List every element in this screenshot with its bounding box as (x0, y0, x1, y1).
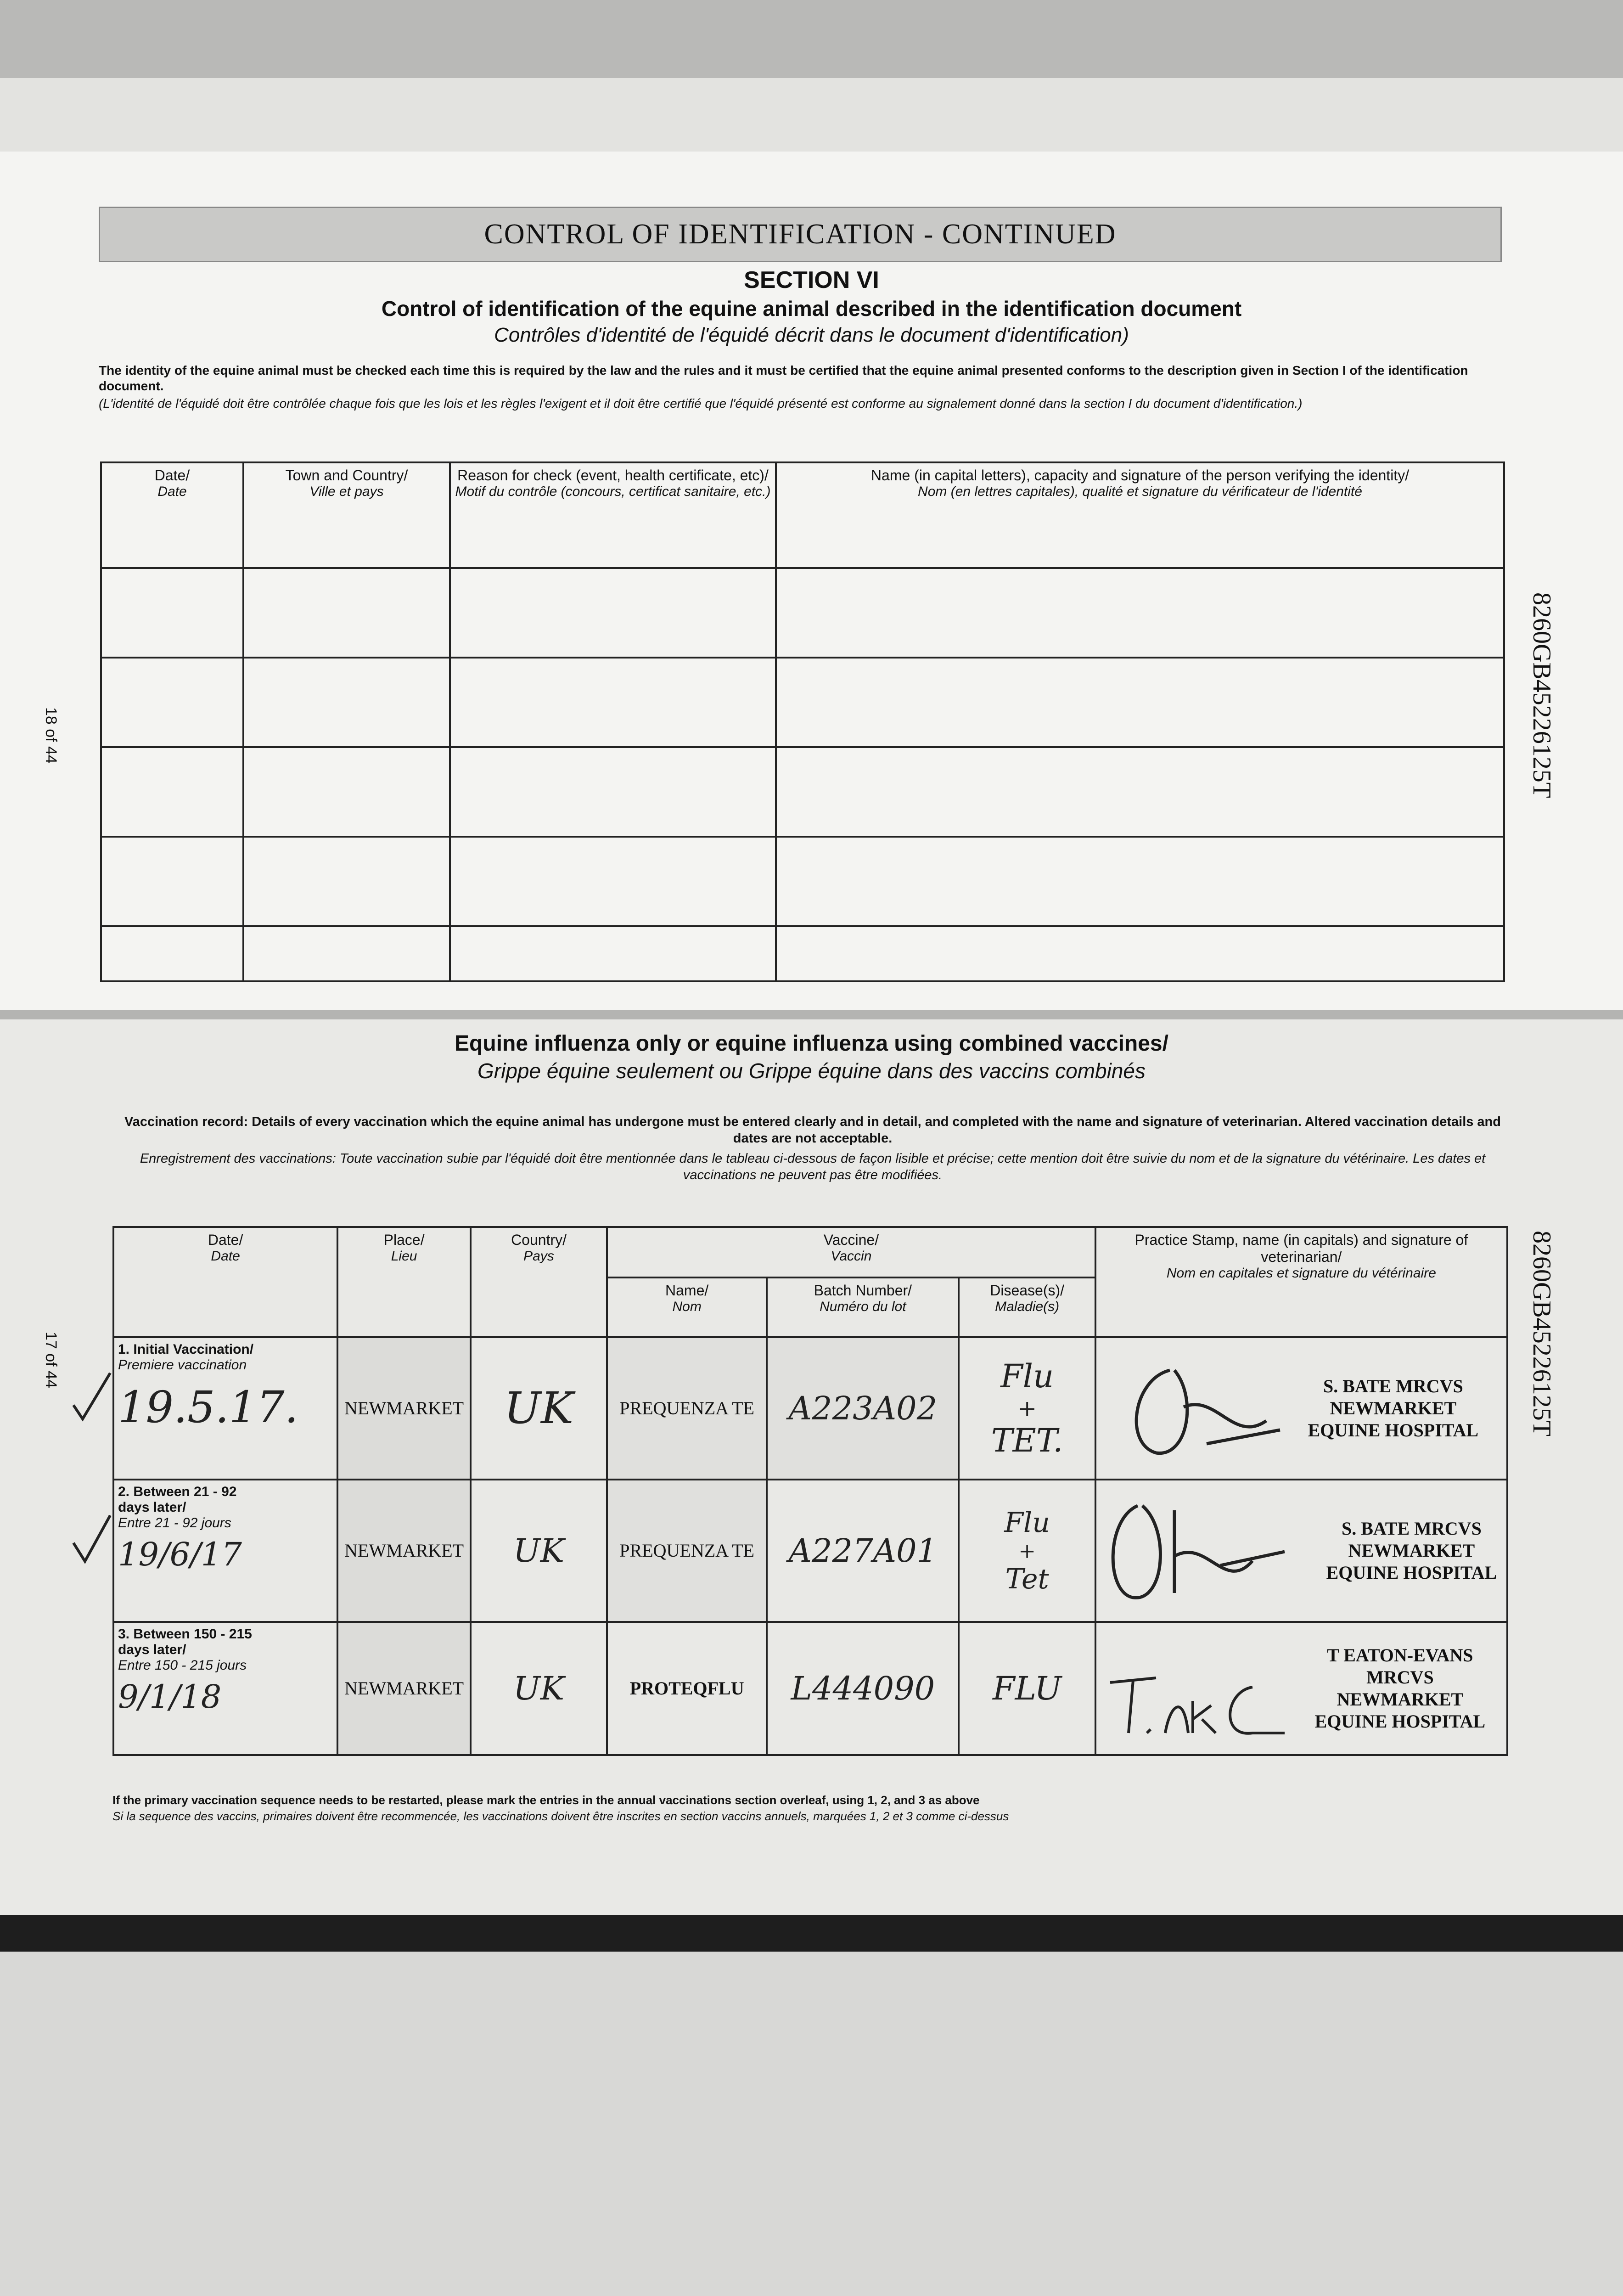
footnote-fr: Si la sequence des vaccins, primaires doivent être recommencée, les vaccinations doivent être inscrites en section vaccins annuels, marquées 1, 2 et 3 comme ci-dessus (112, 1809, 1009, 1823)
document-id-upper: 8260GB45226125T (1528, 592, 1556, 798)
vacc-date-cell: 2. Between 21 - 92 days later/ Entre 21 - 92 jours 19/6/17 (113, 1480, 337, 1622)
vaccination-date: 9/1/18 (118, 1678, 222, 1716)
document-id-lower: 8260GB45226125T (1528, 1231, 1556, 1436)
vaccine-name-cell: PREQUENZA TE (607, 1480, 767, 1622)
check-row (101, 658, 1504, 747)
page-separator (0, 1010, 1623, 1019)
col-vaccine-name-header: Name/ Nom (607, 1277, 767, 1337)
batch-number-cell: A223A02 (767, 1337, 959, 1480)
col-batch-header: Batch Number/ Numéro du lot (767, 1277, 959, 1337)
scan-top-band-light (0, 78, 1623, 152)
vaccine-name-cell: PROTEQFLU (607, 1622, 767, 1755)
country-cell: UK (471, 1337, 607, 1480)
vet-stamp: S. BATE MRCVS NEWMARKET EQUINE HOSPITAL (1326, 1518, 1497, 1583)
col-vacc-date-header: Date/ Date (113, 1227, 337, 1337)
vet-stamp-cell (1095, 1480, 1507, 1622)
place-cell: NEWMARKET (337, 1337, 471, 1480)
vet-signature (1101, 1492, 1294, 1611)
section-instruction-fr: (L'identité de l'équidé doit être contrôlée chaque fois que les lois et les règles l'exigent et il doit être certifié que l'équidé présenté est conforme au signalement donné dans la section I du document d'identification.) (99, 396, 1303, 411)
vacc-date-cell: 3. Between 150 - 215 days later/ Entre 150 - 215 jours 9/1/18 (113, 1622, 337, 1755)
vaccination-date: 19.5.17. (118, 1382, 298, 1433)
col-vaccine-header: Vaccine/ Vaccin (607, 1227, 1095, 1277)
vaccination-title-fr: Grippe équine seulement ou Grippe équine dans des vaccins combinés (477, 1059, 1146, 1083)
col-place-header: Place/ Lieu (337, 1227, 471, 1337)
place-cell: NEWMARKET (337, 1622, 471, 1755)
country-cell: UK (471, 1622, 607, 1755)
vet-signature (1115, 1352, 1289, 1467)
col-disease-header: Disease(s)/ Maladie(s) (959, 1277, 1095, 1337)
vaccination-row-3 (113, 1622, 1507, 1755)
section-number: SECTION VI (744, 267, 879, 293)
col-name-header: Name (in capital letters), capacity and signature of the person verifying the identity/ Nom (en lettres capitales), qualité et signature du vérificateur de l'identité (776, 462, 1504, 568)
disease-cell: Flu + Tet (959, 1480, 1095, 1622)
disease-cell: Flu + TET. (959, 1337, 1095, 1480)
banner-title: CONTROL OF IDENTIFICATION - CONTINUED (99, 207, 1502, 262)
vaccination-header-row (113, 1227, 1507, 1277)
scan-bottom-band (0, 1952, 1623, 2296)
vaccination-row-1 (113, 1337, 1507, 1480)
vaccination-record-fr: Enregistrement des vaccinations: Toute vaccination subie par l'équidé doit être mentionnée dans le tableau ci-dessous de façon lisible et précise; cette mention doit être suivie du nom et de la signature du vétérinaire. Les dates et vaccinations ne peuvent pas être modifiées. (140, 1151, 1486, 1182)
country-cell: UK (471, 1480, 607, 1622)
col-country-header: Country/ Pays (471, 1227, 607, 1337)
page-number-upper: 18 of 44 (42, 707, 60, 764)
vaccination-row-2 (113, 1480, 1507, 1622)
vet-stamp-cell (1095, 1337, 1507, 1480)
vet-stamp-cell (1095, 1622, 1507, 1755)
section-instruction-en: The identity of the equine animal must be checked each time this is required by the law and the rules and it must be certified that the equine animal presented conforms to the description given in Section I of the identification document. (99, 363, 1468, 393)
check-mark-icon (69, 1368, 115, 1598)
vaccination-date: 19/6/17 (118, 1536, 242, 1573)
vaccination-title-en: Equine influenza only or equine influenza using combined vaccines/ (455, 1031, 1168, 1056)
col-town-header: Town and Country/ Ville et pays (243, 462, 450, 568)
footnote-en: If the primary vaccination sequence needs to be restarted, please mark the entries in the annual vaccinations section overleaf, using 1, 2, and 3 as above (112, 1793, 980, 1807)
identity-check-table (100, 461, 1505, 982)
section-title-en: Control of identification of the equine animal described in the identification document (381, 297, 1242, 321)
scan-bottom-edge (0, 1915, 1623, 1952)
section-title-fr: Contrôles d'identité de l'équidé décrit dans le document d'identification) (494, 324, 1129, 346)
check-table-header (101, 462, 1504, 568)
check-row (101, 926, 1504, 981)
col-reason-header: Reason for check (event, health certificate, etc)/ Motif du contrôle (concours, certificat sanitaire, etc.) (450, 462, 776, 568)
scan-top-band (0, 0, 1623, 78)
batch-number-cell: L444090 (767, 1622, 959, 1755)
vacc-date-cell: 1. Initial Vaccination/ Premiere vaccination 19.5.17. (113, 1337, 337, 1480)
place-cell: NEWMARKET (337, 1480, 471, 1622)
vet-stamp: S. BATE MRCVS NEWMARKET EQUINE HOSPITAL (1308, 1376, 1479, 1441)
disease-cell: FLU (959, 1622, 1095, 1755)
vaccine-name-cell: PREQUENZA TE (607, 1337, 767, 1480)
check-row (101, 747, 1504, 837)
batch-number-cell: A227A01 (767, 1480, 959, 1622)
vaccination-record-en: Vaccination record: Details of every vaccination which the equine animal has undergone must be entered clearly and in detail, and completed with the name and signature of veterinarian. Altered vaccination details and dates are not acceptable. (124, 1114, 1501, 1146)
vet-signature (1101, 1655, 1294, 1747)
page-number-lower: 17 of 44 (42, 1332, 60, 1388)
col-stamp-header: Practice Stamp, name (in capitals) and signature of veterinarian/ Nom en capitales et signature du vétérinaire (1095, 1227, 1507, 1337)
check-row (101, 568, 1504, 658)
check-row (101, 837, 1504, 926)
vaccination-table (112, 1226, 1508, 1756)
col-date-header: Date/ Date (101, 462, 243, 568)
vet-stamp: T EATON-EVANS MRCVS NEWMARKET EQUINE HOSPITAL (1314, 1645, 1486, 1732)
